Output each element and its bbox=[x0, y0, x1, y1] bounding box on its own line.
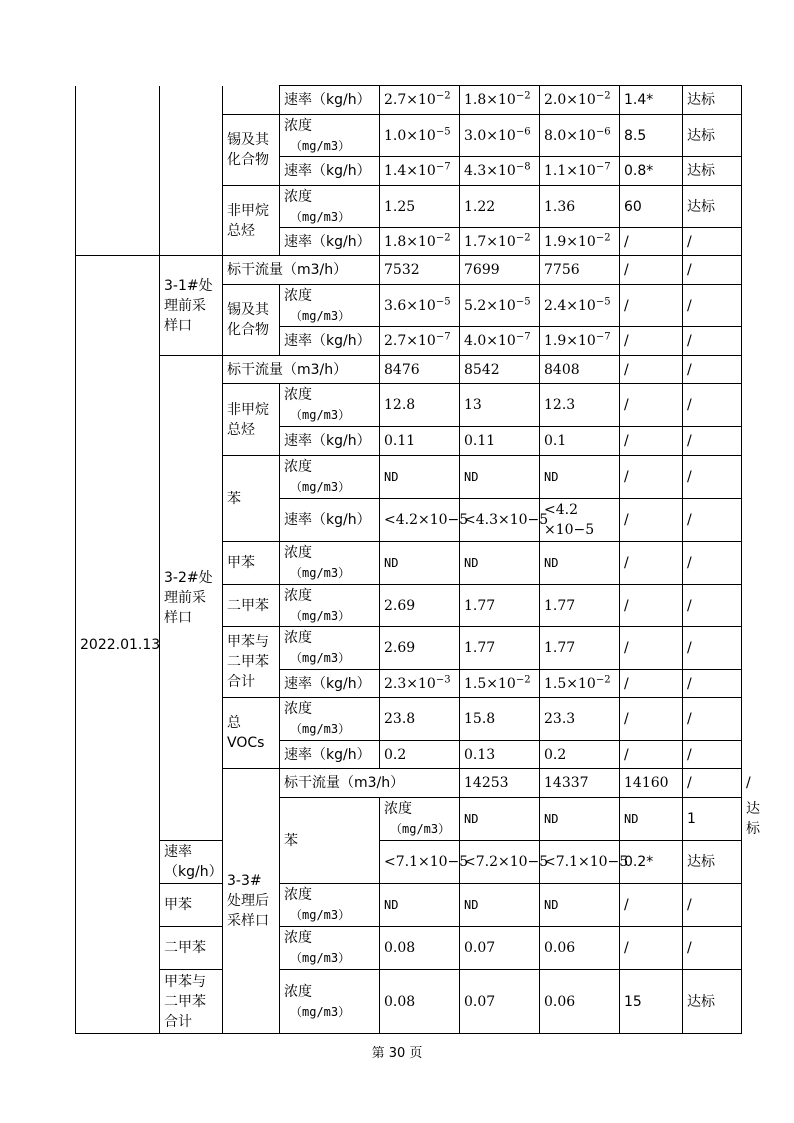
value-cell: 13 bbox=[460, 384, 540, 427]
param-conc: 浓度 （mg/m3） bbox=[280, 285, 380, 327]
value-cell: 达标 bbox=[683, 186, 742, 228]
value-cell: 1.77 bbox=[460, 627, 540, 670]
value-cell: ND bbox=[380, 884, 460, 927]
value-cell: 14337 bbox=[540, 769, 620, 798]
value-cell: 达标 bbox=[683, 841, 742, 884]
param-rate: 速率（kg/h） bbox=[280, 499, 380, 542]
value-cell: $1.9\times 10^{-7}$ bbox=[540, 327, 620, 356]
param-rate: 速率（kg/h） bbox=[280, 228, 380, 256]
value-cell: ND bbox=[460, 542, 540, 585]
value-cell: 60 bbox=[620, 186, 683, 228]
value-cell: 1.25 bbox=[380, 186, 460, 228]
param-flow: 标干流量（m3/h） bbox=[223, 356, 380, 384]
value-cell: / bbox=[683, 228, 742, 256]
value-cell: ND bbox=[380, 542, 460, 585]
pollutant-toluene: 甲苯 bbox=[223, 542, 280, 585]
value-cell: / bbox=[620, 256, 683, 285]
value-cell: / bbox=[620, 698, 683, 741]
value-cell: 15 bbox=[620, 970, 683, 1034]
table-row bbox=[76, 884, 742, 927]
param-flow: 标干流量（m3/h） bbox=[280, 769, 460, 798]
value-cell: / bbox=[683, 741, 742, 769]
value-cell: 0.07 bbox=[460, 927, 540, 970]
value-cell: $2.7\times 10^{-2}$ bbox=[380, 86, 460, 115]
site-3-1: 3-1#处理前采样口 bbox=[160, 256, 223, 356]
table-row bbox=[76, 927, 742, 970]
param-conc: 浓度 （mg/m3） bbox=[280, 585, 380, 627]
value-cell: 23.8 bbox=[380, 698, 460, 741]
value-cell: 0.2* bbox=[620, 841, 683, 884]
value-cell: / bbox=[620, 356, 683, 384]
table-row bbox=[76, 356, 742, 384]
value-cell: $1.0\times 10^{-5}$ bbox=[380, 115, 460, 157]
pollutant-tx-sum: 甲苯与二甲苯合计 bbox=[160, 970, 223, 1034]
value-cell: / bbox=[620, 585, 683, 627]
value-cell: 15.8 bbox=[460, 698, 540, 741]
value-cell: / bbox=[683, 427, 742, 456]
value-cell: 7532 bbox=[380, 256, 460, 285]
value-cell: $1.5\times 10^{-2}$ bbox=[460, 670, 540, 698]
value-cell: / bbox=[683, 627, 742, 670]
value-cell: / bbox=[683, 884, 742, 927]
param-rate: 速率（kg/h） bbox=[280, 670, 380, 698]
value-cell: <7.2×10−5 bbox=[460, 841, 540, 884]
value-cell: 1.77 bbox=[540, 585, 620, 627]
value-cell: / bbox=[683, 327, 742, 356]
pollutant-xylene: 二甲苯 bbox=[160, 927, 223, 970]
param-conc: 浓度 （mg/m3） bbox=[280, 186, 380, 228]
value-cell: $5.2\times 10^{-5}$ bbox=[460, 285, 540, 327]
param-flow: 标干流量（m3/h） bbox=[223, 256, 380, 285]
value-cell: / bbox=[620, 542, 683, 585]
value-cell: $1.9\times 10^{-2}$ bbox=[540, 228, 620, 256]
value-cell: / bbox=[620, 285, 683, 327]
value-cell: / bbox=[683, 769, 742, 798]
value-cell: 1.36 bbox=[540, 186, 620, 228]
value-cell: $4.3\times 10^{-8}$ bbox=[460, 157, 540, 186]
value-cell: / bbox=[620, 670, 683, 698]
value-cell: 0.1 bbox=[540, 427, 620, 456]
value-cell: / bbox=[683, 670, 742, 698]
value-cell: 12.3 bbox=[540, 384, 620, 427]
value-cell: / bbox=[683, 384, 742, 427]
param-rate: 速率（kg/h） bbox=[160, 841, 223, 884]
value-cell: / bbox=[620, 741, 683, 769]
value-cell: 1.77 bbox=[460, 585, 540, 627]
value-cell: 达标 bbox=[683, 115, 742, 157]
param-rate: 速率（kg/h） bbox=[280, 427, 380, 456]
value-cell: 1.4* bbox=[620, 86, 683, 115]
value-cell: $3.0\times 10^{-6}$ bbox=[460, 115, 540, 157]
param-conc: 浓度 （mg/m3） bbox=[280, 970, 380, 1034]
value-cell: 0.06 bbox=[540, 927, 620, 970]
blank-cell bbox=[76, 86, 160, 256]
value-cell: / bbox=[683, 456, 742, 499]
page-footer: 第 30 页 bbox=[371, 1046, 423, 1061]
pollutant-benzene: 苯 bbox=[280, 798, 380, 884]
pollutant-nmhc: 非甲烷总烃 bbox=[223, 384, 280, 456]
value-cell: / bbox=[620, 228, 683, 256]
pollutant-xylene: 二甲苯 bbox=[223, 585, 280, 627]
value-cell: 0.11 bbox=[380, 427, 460, 456]
value-cell: 达标 bbox=[683, 86, 742, 115]
value-cell: $2.3\times 10^{-3}$ bbox=[380, 670, 460, 698]
value-cell: ND bbox=[540, 542, 620, 585]
value-cell: <7.1×10−5 bbox=[540, 841, 620, 884]
pollutant-nmhc: 非甲烷总烃 bbox=[223, 186, 280, 256]
value-cell: / bbox=[620, 384, 683, 427]
value-cell: <7.1×10−5 bbox=[380, 841, 460, 884]
table-row bbox=[76, 841, 742, 884]
blank-cell bbox=[160, 86, 223, 256]
value-cell: $8.0\times 10^{-6}$ bbox=[540, 115, 620, 157]
table-row bbox=[76, 86, 742, 115]
param-conc: 浓度 （mg/m3） bbox=[380, 798, 460, 841]
table-row bbox=[76, 256, 742, 285]
value-cell: ND bbox=[460, 798, 540, 841]
monitoring-table bbox=[75, 85, 760, 1034]
value-cell: $2.0\times 10^{-2}$ bbox=[540, 86, 620, 115]
value-cell: / bbox=[620, 327, 683, 356]
value-cell: / bbox=[683, 585, 742, 627]
value-cell: $1.8\times 10^{-2}$ bbox=[380, 228, 460, 256]
param-rate: 速率（kg/h） bbox=[280, 327, 380, 356]
value-cell: 12.8 bbox=[380, 384, 460, 427]
site-3-3: 3-3#处理后采样口 bbox=[223, 769, 280, 1034]
value-cell: / bbox=[620, 884, 683, 927]
value-cell: $2.4\times 10^{-5}$ bbox=[540, 285, 620, 327]
value-cell: $1.4\times 10^{-7}$ bbox=[380, 157, 460, 186]
param-rate: 速率（kg/h） bbox=[280, 86, 380, 115]
value-cell: / bbox=[620, 499, 683, 542]
value-cell: 1 bbox=[683, 798, 742, 841]
value-cell: $1.8\times 10^{-2}$ bbox=[460, 86, 540, 115]
value-cell: / bbox=[620, 456, 683, 499]
pollutant-tin: 锡及其化合物 bbox=[223, 285, 280, 356]
value-cell: 0.2 bbox=[540, 741, 620, 769]
value-cell: <4.2 ×10−5 bbox=[540, 499, 620, 542]
value-cell: 0.11 bbox=[460, 427, 540, 456]
value-cell: $1.1\times 10^{-7}$ bbox=[540, 157, 620, 186]
value-cell: 14253 bbox=[460, 769, 540, 798]
value-cell: 23.3 bbox=[540, 698, 620, 741]
param-rate: 速率（kg/h） bbox=[280, 157, 380, 186]
value-cell: 0.8* bbox=[620, 157, 683, 186]
table-row: 苯 浓度 （mg/m3） ND ND ND 1 达标 bbox=[76, 798, 742, 841]
value-cell: / bbox=[683, 698, 742, 741]
site-3-2: 3-2#处理前采样口 bbox=[160, 356, 223, 841]
value-cell: 7756 bbox=[540, 256, 620, 285]
value-cell: ND bbox=[380, 456, 460, 499]
value-cell: $1.5\times 10^{-2}$ bbox=[540, 670, 620, 698]
value-cell: 2.69 bbox=[380, 585, 460, 627]
value-cell: ND bbox=[620, 798, 683, 841]
value-cell: 1.22 bbox=[460, 186, 540, 228]
param-conc: 浓度 （mg/m3） bbox=[280, 698, 380, 741]
value-cell: ND bbox=[540, 456, 620, 499]
value-cell: 8542 bbox=[460, 356, 540, 384]
value-cell: / bbox=[683, 542, 742, 585]
param-conc: 浓度 （mg/m3） bbox=[280, 456, 380, 499]
value-cell: / bbox=[683, 499, 742, 542]
value-cell: ND bbox=[540, 798, 620, 841]
table-row bbox=[76, 970, 742, 1034]
param-conc: 浓度 （mg/m3） bbox=[280, 115, 380, 157]
param-conc: 浓度 （mg/m3） bbox=[280, 927, 380, 970]
value-cell: <4.3×10−5 bbox=[460, 499, 540, 542]
value-cell: 达标 bbox=[683, 157, 742, 186]
blank-cell bbox=[223, 86, 280, 115]
value-cell: ND bbox=[460, 884, 540, 927]
param-conc: 浓度 （mg/m3） bbox=[280, 384, 380, 427]
value-cell: ND bbox=[540, 884, 620, 927]
value-cell: 达标 bbox=[683, 970, 742, 1034]
value-cell: 14160 bbox=[620, 769, 683, 798]
pollutant-tx-sum: 甲苯与二甲苯合计 bbox=[223, 627, 280, 698]
value-cell: $1.7\times 10^{-2}$ bbox=[460, 228, 540, 256]
value-cell: ND bbox=[460, 456, 540, 499]
value-cell: 8408 bbox=[540, 356, 620, 384]
value-cell: 1.77 bbox=[540, 627, 620, 670]
value-cell: $3.6\times 10^{-5}$ bbox=[380, 285, 460, 327]
value-cell: / bbox=[683, 356, 742, 384]
param-conc: 浓度 （mg/m3） bbox=[280, 542, 380, 585]
pollutant-toluene: 甲苯 bbox=[160, 884, 223, 927]
value-cell: <4.2×10−5 bbox=[380, 499, 460, 542]
value-cell: / bbox=[620, 627, 683, 670]
value-cell: 8476 bbox=[380, 356, 460, 384]
date-cell: 2022.01.13 bbox=[76, 256, 160, 1034]
value-cell: $4.0\times 10^{-7}$ bbox=[460, 327, 540, 356]
value-cell: / bbox=[683, 256, 742, 285]
pollutant-vocs: 总 VOCs bbox=[223, 698, 280, 769]
value-cell: 8.5 bbox=[620, 115, 683, 157]
value-cell: / bbox=[620, 927, 683, 970]
value-cell: $2.7\times 10^{-7}$ bbox=[380, 327, 460, 356]
param-conc: 浓度 （mg/m3） bbox=[280, 884, 380, 927]
value-cell: / bbox=[620, 427, 683, 456]
pollutant-benzene: 苯 bbox=[223, 456, 280, 542]
value-cell: 7699 bbox=[460, 256, 540, 285]
value-cell: 0.07 bbox=[460, 970, 540, 1034]
value-cell: 0.06 bbox=[540, 970, 620, 1034]
table-row: 3-3#处理后采样口 标干流量（m3/h） 14253 14337 14160 / / bbox=[76, 769, 742, 798]
value-cell: / bbox=[683, 285, 742, 327]
value-cell: 0.13 bbox=[460, 741, 540, 769]
param-conc: 浓度 （mg/m3） bbox=[280, 627, 380, 670]
value-cell: 2.69 bbox=[380, 627, 460, 670]
value-cell: 0.08 bbox=[380, 970, 460, 1034]
value-cell: 0.08 bbox=[380, 927, 460, 970]
value-cell: 0.2 bbox=[380, 741, 460, 769]
pollutant-tin: 锡及其化合物 bbox=[223, 115, 280, 186]
value-cell: / bbox=[683, 927, 742, 970]
param-rate: 速率（kg/h） bbox=[280, 741, 380, 769]
